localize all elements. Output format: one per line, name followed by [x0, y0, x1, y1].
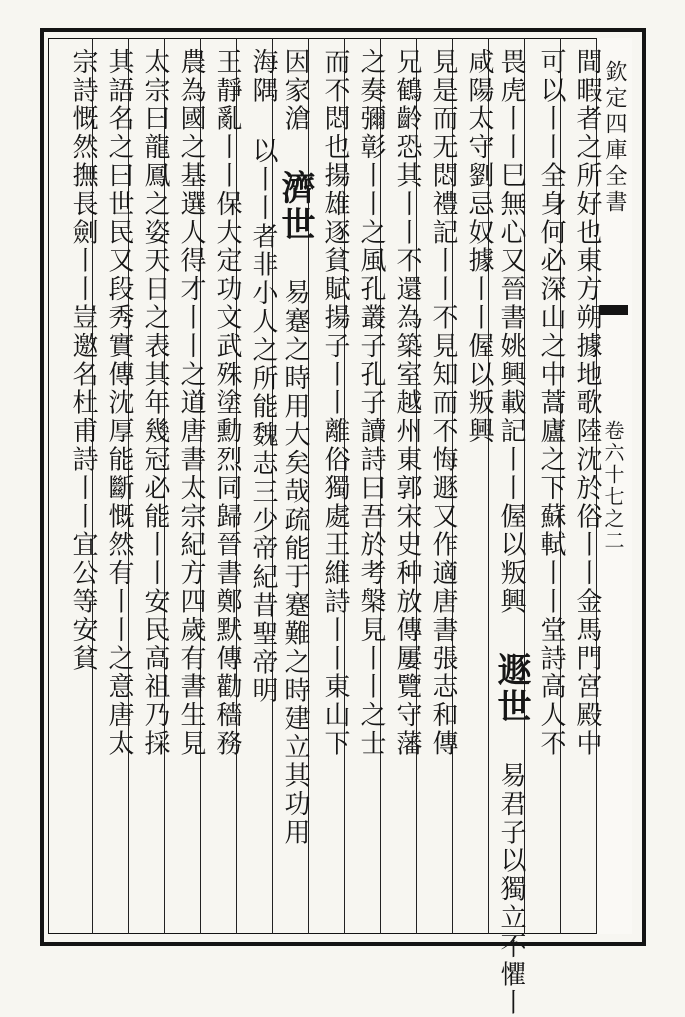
- column-text: 可以丨丨全身何必深山之中蒿廬之下蘇軾丨丨堂詩高人不: [536, 48, 566, 758]
- text-column: [382, 48, 420, 758]
- column-text: 王靜亂丨丨保大定功文武殊塗勳烈同歸晉書鄭默傳勸穡務: [212, 48, 242, 758]
- text-column: [310, 48, 348, 758]
- column-text: 海隅: [248, 48, 278, 105]
- column-text: 而不悶也揚雄逐貧賦揚子丨丨離俗獨處王維詩丨丨東山下: [320, 48, 350, 758]
- text-column: [238, 48, 276, 705]
- text-column: [562, 48, 600, 758]
- text-column: [274, 48, 315, 847]
- text-column: [130, 48, 168, 758]
- margin-title: 欽定四庫全書: [602, 60, 627, 216]
- text-column: [454, 48, 492, 446]
- text-column: [490, 48, 531, 1017]
- column-text: 太宗曰龍鳳之姿天日之表其年幾冠必能丨丨安民高祖乃採: [140, 48, 170, 758]
- text-column: [166, 48, 204, 758]
- text-column: [526, 48, 564, 758]
- entry-term: 濟世: [275, 169, 315, 243]
- fish-tail-mark: [600, 305, 628, 315]
- column-text: 之奏彌彰丨丨之風孔叢子孔子讀詩曰吾於考槃見丨丨之士: [356, 48, 386, 758]
- text-column: [58, 48, 96, 673]
- column-text: 間暇者之所好也東方朔據地歌陸沈於俗丨丨金馬門宮殿中: [572, 48, 602, 758]
- column-text: 見是而无悶禮記丨丨不見知而不悔遯又作適唐書張志和傳: [428, 48, 458, 758]
- entry-term: 遯世: [491, 652, 531, 726]
- column-text: 兄鶴齡恐其丨丨不還為築室越州東郭宋史种放傳屢覽守藩: [392, 48, 422, 758]
- column-tail: 易君子以獨立不懼丨: [496, 761, 526, 1017]
- column-tail: 以丨丨者非小人之所能魏志三少帝紀昔聖帝明: [248, 137, 278, 706]
- column-text: 畏虎丨丨巳無心又晉書姚興載記丨丨偓以叛興: [496, 48, 526, 616]
- text-column: [346, 48, 384, 758]
- column-text: 因家滄: [280, 48, 310, 134]
- column-tail: 易蹇之時用大矣哉疏能于蹇難之時建立其功用: [280, 278, 310, 847]
- text-column: [202, 48, 240, 758]
- column-text: 農為國之基選人得才丨丨之道唐書太宗紀方四歲有書生見: [176, 48, 206, 758]
- juan-label: 卷六十七之二: [601, 420, 625, 552]
- text-column: [418, 48, 456, 758]
- column-text: 宗詩慨然撫長劍丨丨豈邀名杜甫詩丨丨宜公等安貧: [68, 48, 98, 673]
- text-column: [94, 48, 132, 758]
- column-text: 咸陽太守劉忌奴據丨丨偓以叛興: [464, 48, 494, 446]
- column-text: 其語名之曰世民又段秀實傳沈厚能斷慨然有丨丨之意唐太: [104, 48, 134, 758]
